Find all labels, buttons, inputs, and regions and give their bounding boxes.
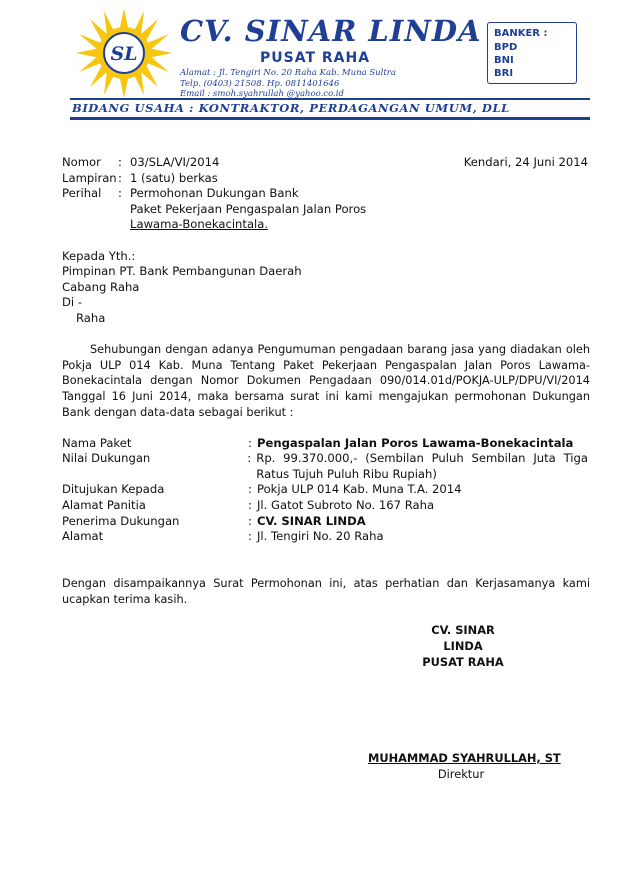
closing-paragraph: Dengan disampaikannya Surat Permohonan ini, atas perhatian dan Kerjasamanya kami ucapkan terima kasih. <box>62 577 590 606</box>
signature-company-block <box>415 622 511 670</box>
detail-label: Alamat <box>62 529 104 544</box>
opening-paragraph: Sehubungan dengan adanya Pengumuman pengadaan barang jasa yang diadakan oleh Pokja ULP 014 Kab. Muna Tentang Paket Pekerjaan Pengaspalan Jalan Poros Lawama-Bonekacintala dengan Nomor Dokumen Pengadaan 090/014.01d/POKJA-ULP/DPU/VI/2014 Tanggal 16 Juni 2014, maka bersama surat ini kami mengajukan permohonan Dukungan Bank dengan data-data sebagai berikut : <box>62 343 590 419</box>
letterhead-address: Alamat : Jl. Tengiri No. 20 Raha Kab. Muna Sultra <box>180 68 396 78</box>
recipient-line: Di - <box>62 295 83 310</box>
divider <box>70 98 590 100</box>
signer-name: MUHAMMAD SYAHRULLAH, ST <box>368 751 561 765</box>
recipient-line: Pimpinan PT. Bank Pembangunan Daerah <box>62 264 302 279</box>
signer-block <box>368 750 561 782</box>
detail-label: Nilai Dukungan <box>62 451 151 466</box>
letterhead-email: Email : smoh.syahrullah @yahoo.co.id <box>180 89 344 99</box>
colon: : <box>248 435 252 450</box>
lampiran-label: Lampiran <box>62 170 117 185</box>
perihal-line: Paket Pekerjaan Pengaspalan Jalan Poros <box>130 201 367 216</box>
recipient-line: Cabang Raha <box>62 279 140 294</box>
nomor-label: Nomor <box>62 155 101 169</box>
letter-date: Kendari, 24 Juni 2014 <box>463 155 588 169</box>
banker-item: BPD <box>494 42 518 53</box>
detail-row <box>62 451 590 482</box>
detail-row <box>62 498 590 514</box>
detail-value: CV. SINAR LINDA <box>257 513 366 528</box>
nomor-value: 03/SLA/VI/2014 <box>130 155 220 169</box>
signature-company: CV. SINAR LINDA <box>431 623 495 653</box>
letterhead-phone: Telp. (0403) 21508. Hp. 0811401646 <box>180 78 340 89</box>
banker-item: BRI <box>494 68 514 79</box>
detail-row <box>62 529 590 545</box>
recipient-city: Raha <box>76 310 106 325</box>
colon: : <box>247 451 252 466</box>
detail-value: Pokja ULP 014 Kab. Muna T.A. 2014 <box>257 482 462 497</box>
recipient-line: Kepada Yth.: <box>62 248 136 263</box>
signature-branch: PUSAT RAHA <box>422 655 504 669</box>
company-logo <box>76 8 172 98</box>
colon: : <box>248 498 252 513</box>
signer-title: Direktur <box>437 767 485 781</box>
detail-value: Jl. Tengiri No. 20 Raha <box>257 529 384 544</box>
letter-body <box>62 155 590 781</box>
detail-row <box>62 482 590 498</box>
letterhead-branch: PUSAT RAHA <box>260 50 371 66</box>
lampiran-row <box>62 171 590 187</box>
perihal-label: Perihal <box>62 186 102 201</box>
letterhead-contacts <box>180 68 396 100</box>
detail-label: Nama Paket <box>62 435 132 450</box>
detail-row <box>62 514 590 530</box>
perihal-line: Permohonan Dukungan Bank <box>130 186 299 201</box>
colon: : <box>248 482 252 497</box>
lampiran-value: 1 (satu) berkas <box>130 170 218 185</box>
details-table <box>62 436 590 545</box>
business-line: BIDANG USAHA : KONTRAKTOR, PERDAGANGAN UMUM, DLL <box>72 101 510 115</box>
colon: : <box>118 155 122 169</box>
detail-label: Alamat Panitia <box>62 498 146 513</box>
perihal-row <box>62 186 590 202</box>
detail-label: Ditujukan Kepada <box>62 482 165 497</box>
detail-label: Penerima Dukungan <box>62 513 180 528</box>
detail-value: Rp. 99.370.000,- (Sembilan Puluh Sembilan Juta Tiga Ratus Tujuh Puluh Ribu Rupiah) <box>256 451 588 481</box>
logo-monogram: SL <box>110 43 138 65</box>
divider <box>70 117 590 120</box>
colon: : <box>248 513 252 528</box>
detail-row <box>62 436 590 452</box>
colon: : <box>118 170 122 185</box>
recipient-block <box>62 249 590 327</box>
letterhead-company-name: CV. SINAR LINDA <box>180 14 482 48</box>
detail-value: Pengaspalan Jalan Poros Lawama-Bonekacintala <box>257 435 574 450</box>
colon: : <box>118 186 122 201</box>
detail-value: Jl. Gatot Subroto No. 167 Raha <box>257 498 435 513</box>
banker-title: BANKER : <box>494 28 548 39</box>
banker-item: BNI <box>494 55 514 66</box>
letterhead <box>62 4 592 122</box>
colon: : <box>248 529 252 544</box>
banker-box <box>487 22 577 84</box>
perihal-line: Lawama-Bonekacintala. <box>130 217 269 232</box>
